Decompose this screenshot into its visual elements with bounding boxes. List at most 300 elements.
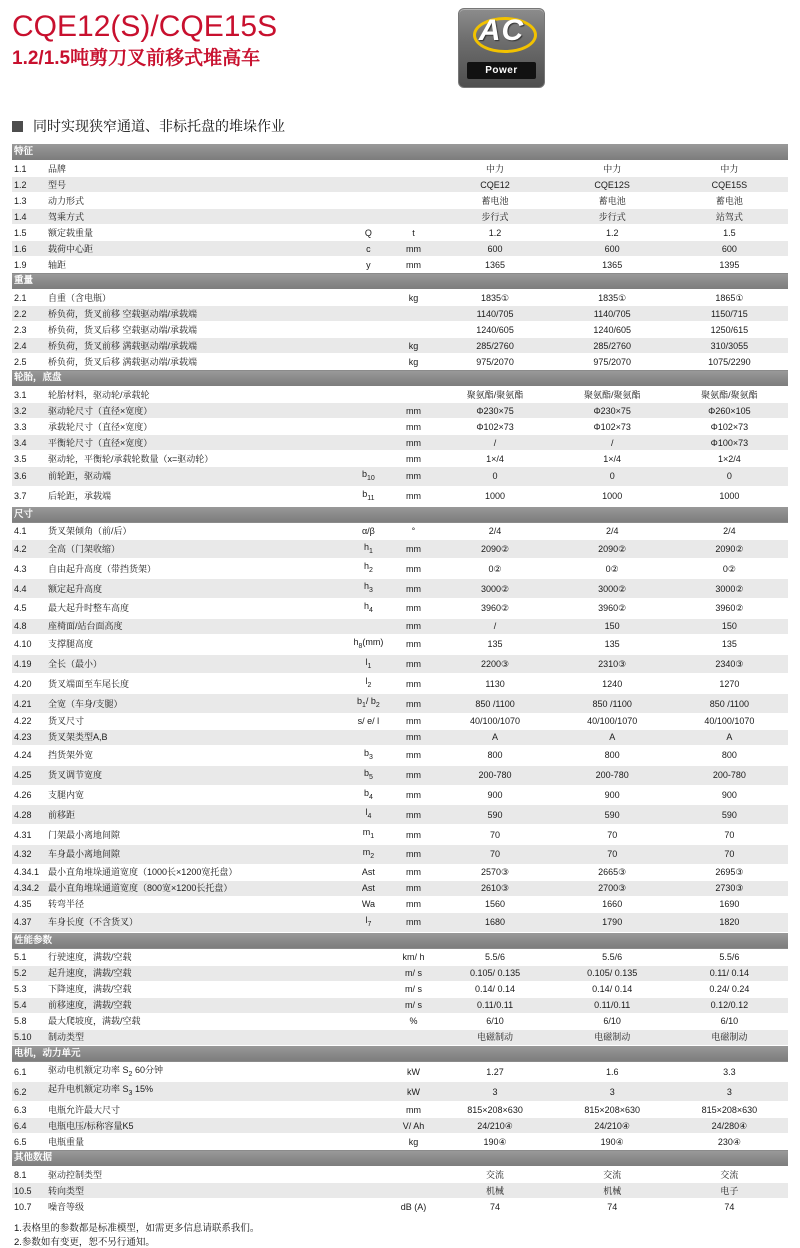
row-unit [390,1029,436,1045]
row-unit: mm [390,912,436,932]
row-number: 1.4 [12,209,46,225]
row-unit [390,387,436,403]
section-title: 尺寸 [12,506,788,523]
row-value-cqe15s: 1000 [671,486,788,506]
row-label: 货叉架倾角（前/后） [46,523,346,539]
row-value-cqe12: 5.5/6 [436,949,553,965]
section-header-row [12,506,788,523]
row-unit: m/ s [390,997,436,1013]
row-value-cqe12: 815×208×630 [436,1102,553,1118]
table-row [12,161,788,177]
row-value-cqe15s: 74 [671,1199,788,1215]
row-unit [390,322,436,338]
row-label: 货叉端面至车尾长度 [46,674,346,694]
row-value-cqe15s: 0.24/ 0.24 [671,981,788,997]
row-value-cqe15s: 70 [671,844,788,864]
row-symbol [346,177,390,193]
row-value-cqe12: 电磁制动 [436,1029,553,1045]
row-value-cqe15s: 交流 [671,1167,788,1183]
row-value-cqe15s: Φ260×105 [671,403,788,419]
page-subtitle: 1.2/1.5吨剪刀叉前移式堆高车 [12,48,261,69]
row-value-cqe12s: 交流 [554,1167,671,1183]
table-row [12,1199,788,1215]
row-value-cqe12: 590 [436,805,553,825]
table-row [12,949,788,965]
row-symbol: $l_7$ [346,912,390,932]
table-row [12,1102,788,1118]
row-symbol [346,1183,390,1199]
table-row [12,981,788,997]
table-row [12,729,788,745]
row-value-cqe15s: 1150/715 [671,306,788,322]
row-value-cqe12: 40/100/1070 [436,713,553,729]
table-row [12,559,788,579]
row-unit: mm [390,435,436,451]
row-value-cqe12: CQE12 [436,177,553,193]
row-label: 额定载重量 [46,225,346,241]
row-number: 4.35 [12,896,46,912]
table-row [12,209,788,225]
row-value-cqe12s: 135 [554,634,671,654]
row-number: 5.2 [12,965,46,981]
table-row [12,241,788,257]
row-value-cqe12: 600 [436,241,553,257]
row-value-cqe15s: 0 [671,467,788,487]
row-value-cqe15s: 800 [671,745,788,765]
row-value-cqe12s: 74 [554,1199,671,1215]
row-number: 3.5 [12,451,46,467]
row-symbol [346,949,390,965]
row-number: 5.1 [12,949,46,965]
row-label: 驱动电机额定功率 $S_2$ 60分钟 [46,1062,346,1082]
table-row [12,912,788,932]
row-value-cqe12: 1240/605 [436,322,553,338]
row-symbol: s/ e/ l [346,713,390,729]
row-value-cqe12s: 电磁制动 [554,1029,671,1045]
row-label: 全高（门架收缩） [46,539,346,559]
row-symbol: Ast [346,864,390,880]
row-value-cqe12: 1×/4 [436,451,553,467]
row-symbol: α/β [346,523,390,539]
row-symbol [346,997,390,1013]
row-value-cqe12s: 2700③ [554,880,671,896]
row-value-cqe15s: 24/280④ [671,1118,788,1134]
row-symbol [346,338,390,354]
row-value-cqe12s: 3960② [554,598,671,618]
row-number: 5.4 [12,997,46,1013]
row-value-cqe12: 74 [436,1199,553,1215]
row-value-cqe12: 2200③ [436,654,553,674]
row-symbol [346,435,390,451]
footnotes [14,1222,786,1248]
table-row [12,257,788,273]
row-value-cqe12s: 1140/705 [554,306,671,322]
table-row [12,451,788,467]
table-row [12,634,788,654]
row-label: 起升电机额定功率 $S_3$ 15% [46,1082,346,1102]
row-number: 2.3 [12,322,46,338]
row-unit: mm [390,539,436,559]
row-unit: mm [390,403,436,419]
row-value-cqe12: 0.11/0.11 [436,997,553,1013]
row-label: 前移速度，满载/空载 [46,997,346,1013]
row-value-cqe15s: 70 [671,825,788,845]
table-row [12,1167,788,1183]
row-unit: mm [390,654,436,674]
row-value-cqe12s: 0.105/ 0.135 [554,965,671,981]
row-value-cqe15s: 1865① [671,290,788,306]
row-symbol: $b_{10}$ [346,467,390,487]
row-value-cqe15s: 850 /1100 [671,694,788,714]
row-symbol [346,729,390,745]
row-value-cqe12: 聚氨酯/聚氨酯 [436,387,553,403]
row-value-cqe12s: 2/4 [554,523,671,539]
row-label: 最小直角堆垛通道宽度（800宽×1200长托盘） [46,880,346,896]
row-label: 载荷中心距 [46,241,346,257]
row-number: 4.5 [12,598,46,618]
row-unit: mm [390,618,436,634]
row-label: 全宽（车身/支腿） [46,694,346,714]
row-number: 4.3 [12,559,46,579]
row-number: 5.3 [12,981,46,997]
section-header-row [12,370,788,387]
feature-highlight-text: 同时实现狭窄通道、非标托盘的堆垛作业 [33,118,285,134]
row-number: 6.5 [12,1134,46,1150]
row-value-cqe12: 800 [436,745,553,765]
row-value-cqe12s: / [554,435,671,451]
row-value-cqe12: 蓄电池 [436,193,553,209]
row-value-cqe15s: 中力 [671,161,788,177]
row-value-cqe12s: 900 [554,785,671,805]
row-value-cqe12: 0.105/ 0.135 [436,965,553,981]
row-value-cqe12: 70 [436,844,553,864]
row-label: 动力形式 [46,193,346,209]
row-number: 6.1 [12,1062,46,1082]
row-value-cqe12: 3000② [436,579,553,599]
row-unit: mm [390,467,436,487]
row-label: 货叉尺寸 [46,713,346,729]
row-label: 前移距 [46,805,346,825]
row-number: 4.34.1 [12,864,46,880]
row-number: 10.7 [12,1199,46,1215]
row-symbol [346,193,390,209]
row-unit [390,161,436,177]
row-value-cqe12: 285/2760 [436,338,553,354]
row-value-cqe12s: 1835① [554,290,671,306]
row-unit: kW [390,1082,436,1102]
section-header-row [12,1045,788,1062]
row-unit: mm [390,451,436,467]
row-value-cqe15s: 3 [671,1082,788,1102]
row-symbol: Wa [346,896,390,912]
table-row [12,225,788,241]
table-row [12,896,788,912]
row-value-cqe12s: 200-780 [554,765,671,785]
table-row [12,539,788,559]
row-value-cqe15s: A [671,729,788,745]
row-value-cqe15s: 0.11/ 0.14 [671,965,788,981]
row-unit [390,177,436,193]
row-value-cqe12: 1560 [436,896,553,912]
row-value-cqe12s: 70 [554,825,671,845]
row-value-cqe12: 1365 [436,257,553,273]
table-row [12,1082,788,1102]
table-row [12,765,788,785]
table-row [12,864,788,880]
row-number: 3.3 [12,419,46,435]
row-label: 挡货架外宽 [46,745,346,765]
row-value-cqe12: 0.14/ 0.14 [436,981,553,997]
row-unit [390,193,436,209]
row-value-cqe12s: 600 [554,241,671,257]
row-symbol [346,965,390,981]
table-row [12,1013,788,1029]
row-number: 4.31 [12,825,46,845]
row-label: 最大起升时整车高度 [46,598,346,618]
table-row [12,598,788,618]
row-label: 最小直角堆垛通道宽度（1000长×1200宽托盘） [46,864,346,880]
row-label: 座椅面/站台面高度 [46,618,346,634]
row-label: 驱动轮，平衡轮/承载轮数量（x=驱动轮） [46,451,346,467]
row-symbol: $b_1/$ $b_2$ [346,694,390,714]
row-unit: mm [390,674,436,694]
row-value-cqe12: 24/210④ [436,1118,553,1134]
row-value-cqe12: 0 [436,467,553,487]
table-row [12,965,788,981]
row-symbol [346,1029,390,1045]
table-row [12,1134,788,1150]
row-unit: mm [390,559,436,579]
row-label: 前轮距，驱动端 [46,467,346,487]
row-number: 5.10 [12,1029,46,1045]
row-value-cqe15s: 站驾式 [671,209,788,225]
row-symbol [346,387,390,403]
row-value-cqe12s: 70 [554,844,671,864]
table-row [12,322,788,338]
row-unit: mm [390,729,436,745]
feature-highlight [0,110,800,144]
row-unit: mm [390,785,436,805]
row-label: 门架最小离地间隙 [46,825,346,845]
row-unit: mm [390,864,436,880]
row-number: 1.6 [12,241,46,257]
row-unit: mm [390,257,436,273]
row-symbol: Q [346,225,390,241]
row-label: 平衡轮尺寸（直径×宽度） [46,435,346,451]
row-label: 轮胎材料，驱动轮/承载轮 [46,387,346,403]
row-value-cqe12s: 3000② [554,579,671,599]
row-value-cqe12s: 0.11/0.11 [554,997,671,1013]
row-number: 6.3 [12,1102,46,1118]
table-row [12,419,788,435]
row-value-cqe15s: 1.5 [671,225,788,241]
row-value-cqe12: 1835① [436,290,553,306]
row-label: 全长（最小） [46,654,346,674]
footnote-1: 1.表格里的参数都是标准模型，如需更多信息请联系我们。 [14,1223,260,1235]
row-value-cqe15s: 310/3055 [671,338,788,354]
section-header-row [12,273,788,290]
row-number: 4.4 [12,579,46,599]
row-label: 桥负荷，货叉后移 满载驱动端/承载端 [46,354,346,370]
row-label: 最大爬坡度，满载/空载 [46,1013,346,1029]
page-header [0,0,800,110]
row-number: 1.9 [12,257,46,273]
section-title: 其他数据 [12,1150,788,1167]
table-row [12,1029,788,1045]
row-number: 4.10 [12,634,46,654]
row-value-cqe12: 0② [436,559,553,579]
row-unit [390,1167,436,1183]
row-symbol: $b_4$ [346,785,390,805]
row-value-cqe12: 1000 [436,486,553,506]
table-row [12,618,788,634]
row-label: 桥负荷，货叉后移 空载驱动端/承载端 [46,322,346,338]
row-value-cqe12: 1140/705 [436,306,553,322]
row-value-cqe12: 900 [436,785,553,805]
row-value-cqe15s: 电磁制动 [671,1029,788,1045]
row-symbol [346,1118,390,1134]
table-row [12,338,788,354]
row-value-cqe15s: 0.12/0.12 [671,997,788,1013]
row-label: 桥负荷，货叉前移 空载驱动端/承载端 [46,306,346,322]
row-value-cqe12: 2/4 [436,523,553,539]
row-value-cqe12s: 1.2 [554,225,671,241]
row-value-cqe12s: 1240/605 [554,322,671,338]
row-value-cqe12s: Φ102×73 [554,419,671,435]
row-value-cqe12: 3960② [436,598,553,618]
row-symbol [346,618,390,634]
row-label: 驱动控制类型 [46,1167,346,1183]
row-symbol: $l_2$ [346,674,390,694]
row-symbol [346,322,390,338]
row-value-cqe12s: 3 [554,1082,671,1102]
row-unit: m/ s [390,981,436,997]
row-unit: kg [390,1134,436,1150]
row-label: 车身长度（不含货叉） [46,912,346,932]
row-value-cqe15s: 1395 [671,257,788,273]
row-value-cqe12: 步行式 [436,209,553,225]
row-value-cqe15s: 0② [671,559,788,579]
table-row [12,193,788,209]
table-row [12,844,788,864]
row-symbol: $h_4$ [346,598,390,618]
row-value-cqe12: 200-780 [436,765,553,785]
row-value-cqe12: 1680 [436,912,553,932]
row-value-cqe12s: 1790 [554,912,671,932]
row-value-cqe12s: 40/100/1070 [554,713,671,729]
row-value-cqe12s: 聚氨酯/聚氨酯 [554,387,671,403]
row-unit: % [390,1013,436,1029]
row-symbol [346,354,390,370]
row-label: 承载轮尺寸（直径×宽度） [46,419,346,435]
row-label: 噪音等级 [46,1199,346,1215]
row-number: 4.8 [12,618,46,634]
row-unit: kW [390,1062,436,1082]
row-value-cqe15s: 1270 [671,674,788,694]
row-symbol: $b_{11}$ [346,486,390,506]
row-label: 自由起升高度（带挡货架） [46,559,346,579]
row-number: 4.2 [12,539,46,559]
row-number: 6.2 [12,1082,46,1102]
row-value-cqe15s: 200-780 [671,765,788,785]
row-label: 型号 [46,177,346,193]
row-symbol [346,306,390,322]
row-value-cqe12s: 2665③ [554,864,671,880]
row-value-cqe12: 2610③ [436,880,553,896]
row-value-cqe12s: 190④ [554,1134,671,1150]
row-value-cqe15s: 1820 [671,912,788,932]
row-value-cqe12: A [436,729,553,745]
row-label: 支撑腿高度 [46,634,346,654]
row-value-cqe12s: 1000 [554,486,671,506]
row-label: 转弯半径 [46,896,346,912]
row-number: 5.8 [12,1013,46,1029]
row-label: 桥负荷，货叉前移 满载驱动端/承载端 [46,338,346,354]
row-value-cqe15s: 1×2/4 [671,451,788,467]
row-symbol: $h_8(mm)$ [346,634,390,654]
row-label: 轴距 [46,257,346,273]
row-number: 4.23 [12,729,46,745]
row-unit [390,1183,436,1199]
row-value-cqe15s: 电子 [671,1183,788,1199]
row-label: 自重（含电瓶） [46,290,346,306]
row-value-cqe12: / [436,435,553,451]
row-value-cqe12s: 1365 [554,257,671,273]
row-label: 行驶速度，满载/空载 [46,949,346,965]
row-value-cqe12s: 5.5/6 [554,949,671,965]
row-value-cqe15s: 230④ [671,1134,788,1150]
row-value-cqe12s: 590 [554,805,671,825]
row-value-cqe12s: 975/2070 [554,354,671,370]
row-symbol [346,1013,390,1029]
row-label: 制动类型 [46,1029,346,1045]
row-value-cqe15s: CQE15S [671,177,788,193]
row-value-cqe12s: 蓄电池 [554,193,671,209]
row-symbol [346,419,390,435]
row-unit: mm [390,241,436,257]
row-value-cqe12s: 0② [554,559,671,579]
row-number: 4.37 [12,912,46,932]
row-value-cqe12: 850 /1100 [436,694,553,714]
square-bullet-icon [12,121,23,132]
table-row [12,523,788,539]
row-number: 4.20 [12,674,46,694]
table-row [12,354,788,370]
row-value-cqe15s: Φ100×73 [671,435,788,451]
row-value-cqe15s: 1690 [671,896,788,912]
row-symbol [346,1102,390,1118]
row-value-cqe12s: 6/10 [554,1013,671,1029]
table-row [12,674,788,694]
row-label: 电瓶重量 [46,1134,346,1150]
row-value-cqe12s: Φ230×75 [554,403,671,419]
row-value-cqe12s: 2310③ [554,654,671,674]
row-value-cqe12s: 步行式 [554,209,671,225]
row-label: 下降速度，满载/空载 [46,981,346,997]
row-number: 8.1 [12,1167,46,1183]
row-value-cqe15s: 815×208×630 [671,1102,788,1118]
row-value-cqe15s: 5.5/6 [671,949,788,965]
row-number: 3.2 [12,403,46,419]
row-value-cqe15s: 135 [671,634,788,654]
row-value-cqe12s: 815×208×630 [554,1102,671,1118]
row-value-cqe12s: 1660 [554,896,671,912]
row-value-cqe15s: 40/100/1070 [671,713,788,729]
row-label: 驱动轮尺寸（直径×宽度） [46,403,346,419]
section-header-row [12,144,788,161]
row-unit: mm [390,745,436,765]
row-value-cqe15s: 1250/615 [671,322,788,338]
